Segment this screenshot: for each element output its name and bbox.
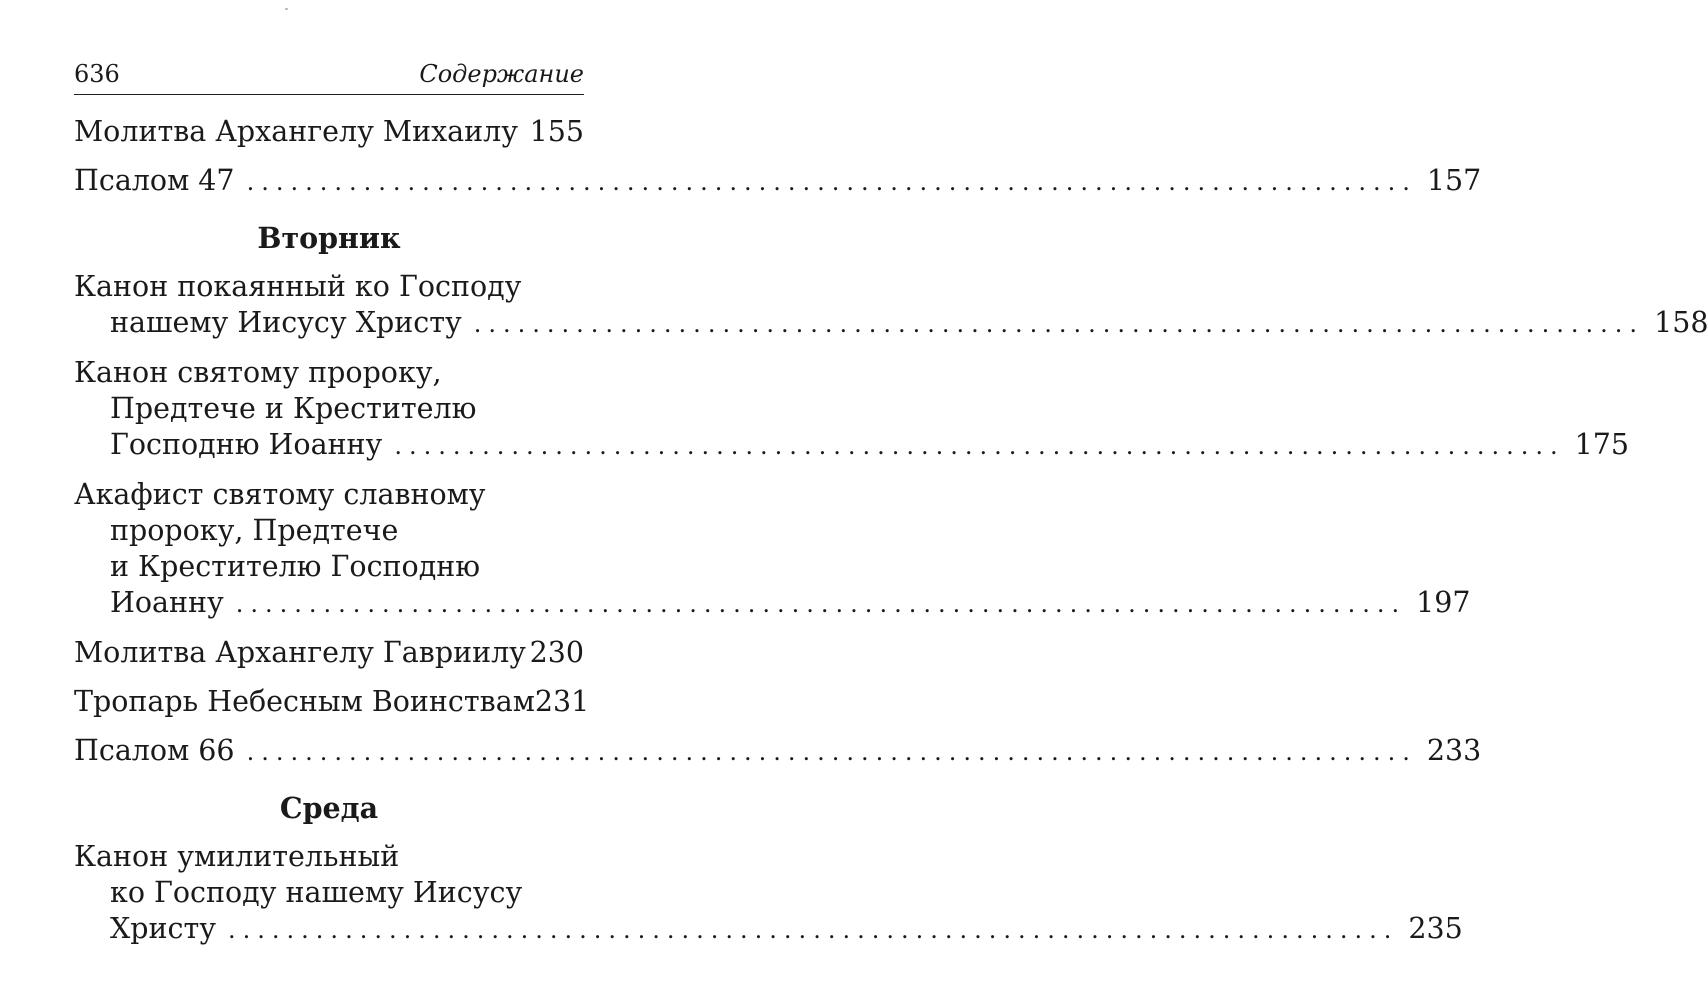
- dot-leader: ................................................................................: [394, 432, 1565, 460]
- toc-entry-title-line: и Крестителю Господню: [110, 550, 481, 583]
- dot-leader: ................................................................................: [228, 916, 1399, 944]
- section-heading: Среда: [279, 791, 379, 825]
- toc-entry-last-line: [74, 911, 1463, 948]
- toc-entry-title-line: Псалом 66: [74, 734, 235, 767]
- toc-entry-title-line: Иоанну: [110, 586, 224, 619]
- print-speck: [285, 8, 288, 10]
- toc-entry: [74, 269, 1708, 342]
- toc-page-number: 233: [1426, 734, 1482, 767]
- toc-entry-last-line: [74, 585, 1471, 622]
- toc-entry-title-line: ко Господу нашему Иисусу: [110, 876, 523, 909]
- toc-entry-title-line: Канон покаянный ко Господу: [74, 270, 522, 303]
- dot-leader: ................................................................................: [246, 738, 1417, 766]
- toc-entry-title-line: Господню Иоанну: [110, 428, 383, 461]
- dot-leader: ................................................................................: [246, 168, 1417, 196]
- toc-page-number: 158: [1654, 306, 1708, 339]
- toc-entry: [74, 733, 1482, 770]
- table-of-contents: [74, 114, 1708, 961]
- page-number: 636: [74, 60, 120, 88]
- toc-page-number: 231: [534, 685, 590, 718]
- toc-entry: [74, 355, 1630, 464]
- toc-entry-title-line: Молитва Архангелу Гавриилу: [74, 636, 526, 669]
- toc-entry: [74, 477, 1471, 622]
- toc-entry-title-line: Молитва Архангелу Михаилу: [74, 115, 519, 148]
- toc-entry-title-line: Акафист святому славному: [74, 478, 486, 511]
- toc-entry-last-line: [74, 114, 584, 150]
- toc-entry: [74, 684, 590, 720]
- toc-page-number: 197: [1416, 586, 1471, 619]
- toc-entry-title-line: Канон святому пророку,: [74, 356, 442, 389]
- toc-entry-last-line: [74, 427, 1630, 464]
- toc-entry-title-line: Канон умилительный: [74, 840, 400, 873]
- toc-entry-title-line: Христу: [110, 912, 217, 945]
- toc-entry-last-line: [74, 163, 1482, 200]
- toc-page-number: 157: [1426, 164, 1482, 197]
- dot-leader: ................................................................................: [235, 590, 1407, 618]
- toc-entry: [74, 635, 584, 671]
- toc-entry-last-line: [74, 733, 1482, 770]
- toc-entry-title-line: нашему Иисусу Христу: [110, 306, 462, 339]
- section-heading: Вторник: [257, 221, 401, 255]
- toc-page-number: 155: [529, 115, 584, 148]
- toc-entry: [74, 839, 1463, 948]
- toc-entry-title-line: пророку, Предтече: [110, 514, 399, 547]
- toc-page-number: 230: [529, 636, 584, 669]
- toc-entry-title-line: Псалом 47: [74, 164, 235, 197]
- toc-page-number: 175: [1574, 428, 1630, 461]
- running-header: [74, 60, 584, 95]
- toc-entry-title-line: Предтече и Крестителю: [110, 392, 477, 425]
- dot-leader: ................................................................................: [473, 310, 1645, 338]
- toc-entry-last-line: [74, 684, 590, 720]
- toc-entry-title-line: Тропарь Небесным Воинствам: [74, 685, 535, 718]
- toc-entry-last-line: [74, 305, 1708, 342]
- toc-page-number: 235: [1408, 912, 1463, 945]
- toc-entry-last-line: [74, 635, 584, 671]
- toc-entry: [74, 114, 584, 150]
- running-head-title: Содержание: [419, 60, 584, 88]
- toc-entry: [74, 163, 1482, 200]
